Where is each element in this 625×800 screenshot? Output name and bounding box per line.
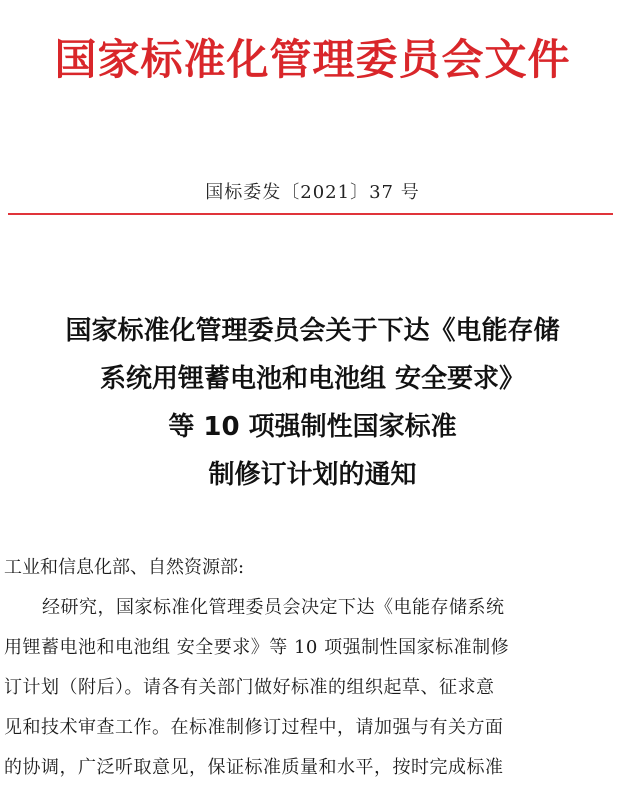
notice-body xyxy=(0,548,625,788)
paragraph-line: 的协调，广泛听取意见，保证标准质量和水平，按时完成标准 xyxy=(4,757,504,778)
issuing-authority-header: 国家标准化管理委员会文件 xyxy=(54,35,571,84)
notice-title xyxy=(0,307,625,499)
title-line: 系统用锂蓄电池和电池组 安全要求》 xyxy=(99,364,526,394)
paragraph-line: 用锂蓄电池和电池组 安全要求》等 10 项强制性国家标准制修 xyxy=(4,637,510,658)
paragraph-line: 见和技术审查工作。在标准制修订过程中，请加强与有关方面 xyxy=(4,717,504,738)
paragraph-line: 经研究，国家标准化管理委员会决定下达《电能存储系统 xyxy=(42,597,505,618)
recipient-line: 工业和信息化部、自然资源部: xyxy=(4,557,245,578)
document-number: 国标委发〔2021〕37 号 xyxy=(205,182,420,203)
title-line: 等 10 项强制性国家标准 xyxy=(168,412,457,442)
red-divider-line xyxy=(8,213,613,215)
paragraph-line: 订计划（附后）。请各有关部门做好标准的组织起草、征求意 xyxy=(4,677,495,698)
title-line: 制修订计划的通知 xyxy=(208,460,417,490)
title-line: 国家标准化管理委员会关于下达《电能存储 xyxy=(65,316,560,346)
